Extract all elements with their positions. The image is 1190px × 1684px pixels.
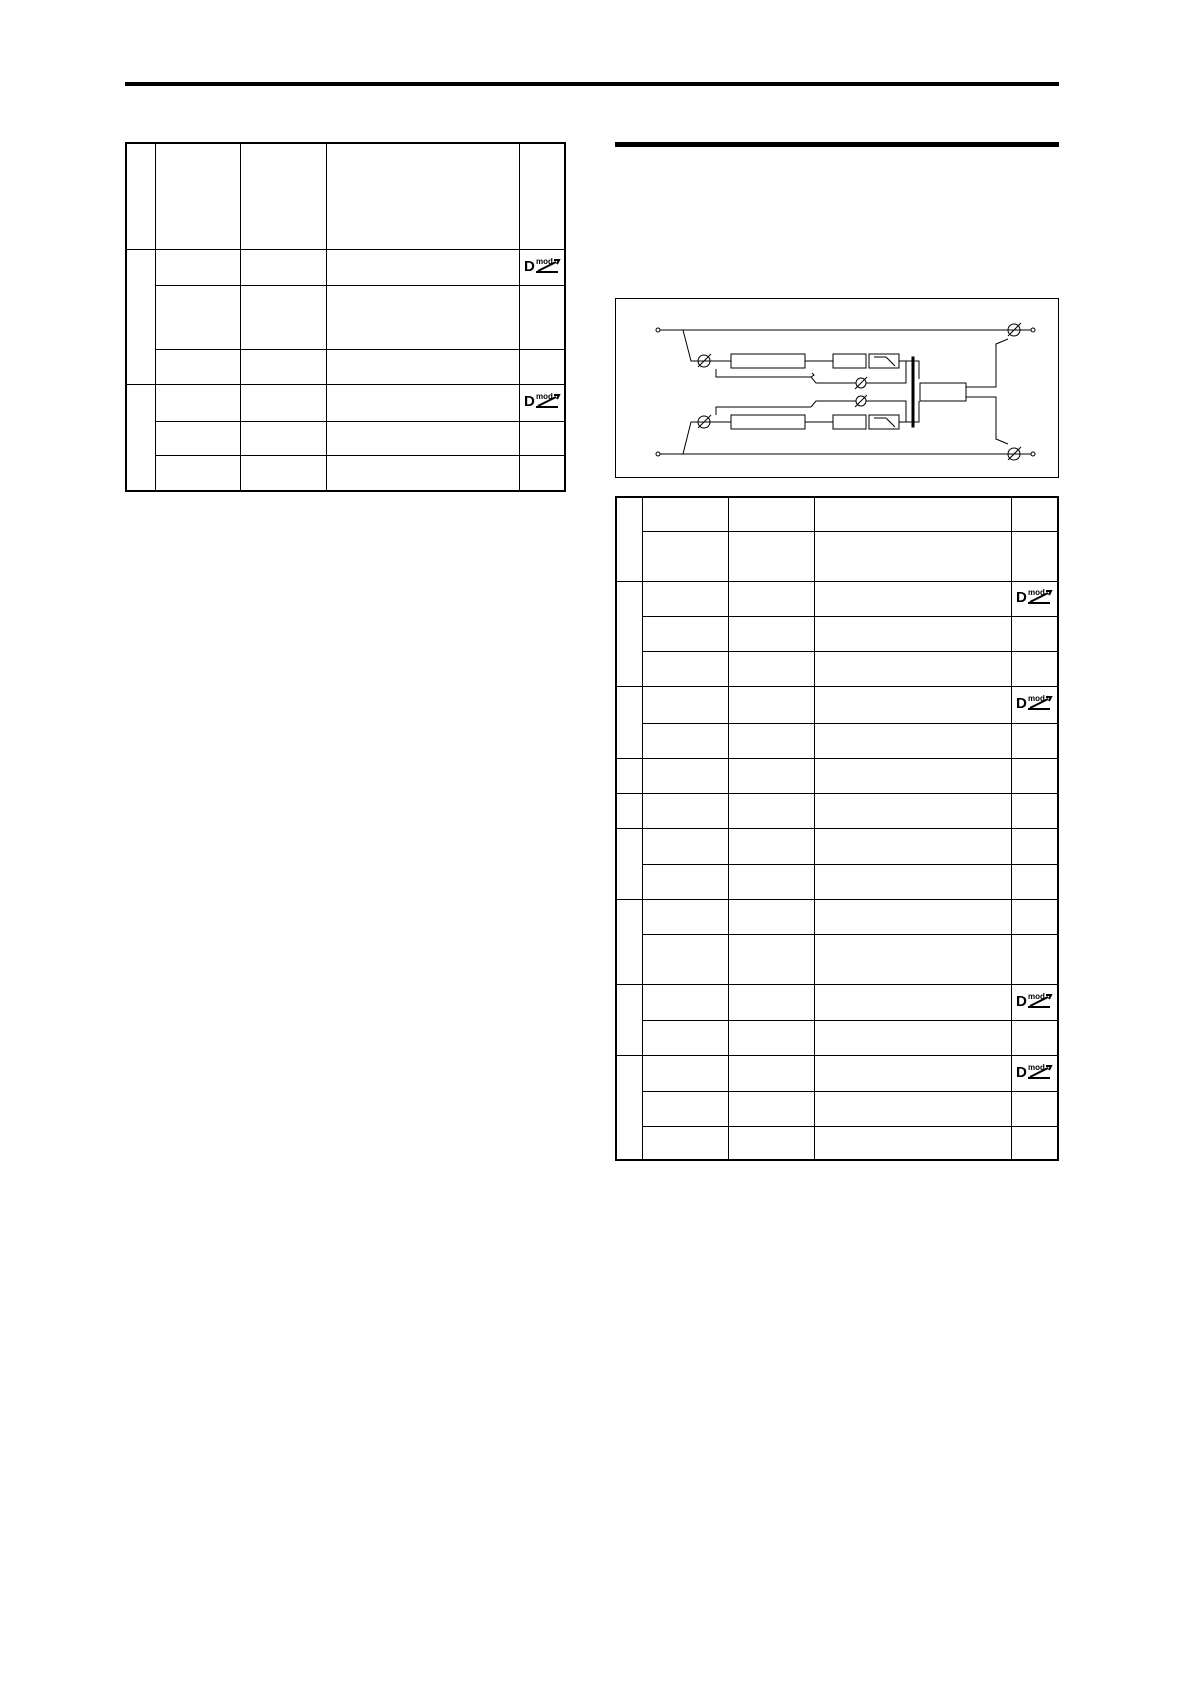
table-row: [616, 1126, 1058, 1160]
table-row: [616, 1055, 1058, 1091]
block-bottom-a: [833, 415, 866, 429]
group-cell: [616, 899, 642, 984]
table-row: [616, 934, 1058, 984]
table-cell: [642, 1020, 728, 1055]
table-cell: [240, 349, 326, 384]
table-cell: [519, 143, 565, 249]
table-row: [616, 899, 1058, 934]
table-cell: [1012, 934, 1058, 984]
table-row: [616, 984, 1058, 1020]
table-row: [126, 349, 565, 384]
table-cell: [155, 143, 240, 249]
table-cell: [729, 686, 815, 723]
delay-block-top: [731, 354, 805, 368]
top-rule: [125, 82, 1059, 86]
table-row: [616, 758, 1058, 793]
table-cell: [815, 934, 1012, 984]
table-cell: [642, 616, 728, 651]
svg-text:D: D: [523, 257, 535, 274]
d-mod-icon: [524, 256, 562, 274]
table-cell: [326, 421, 519, 455]
table-cell: [815, 1055, 1012, 1091]
table-cell: [729, 651, 815, 686]
svg-text:mod: mod: [1028, 694, 1046, 703]
table-cell: [326, 285, 519, 349]
table-row: [126, 143, 565, 249]
svg-text:D: D: [523, 393, 535, 409]
table-cell: [642, 723, 728, 758]
table-cell: [1012, 581, 1058, 616]
table-cell: [729, 793, 815, 828]
delay-block-bottom: [731, 415, 805, 429]
group-cell: [126, 249, 155, 384]
table-cell: [815, 616, 1012, 651]
d-mod-icon: [1016, 1062, 1054, 1080]
table-cell: [1012, 758, 1058, 793]
table-cell: [815, 984, 1012, 1020]
table-cell: [815, 793, 1012, 828]
svg-text:mod: mod: [1028, 588, 1046, 597]
table-cell: [729, 1020, 815, 1055]
table-row: [616, 864, 1058, 899]
table-cell: [729, 828, 815, 864]
table-cell: [1012, 1126, 1058, 1160]
section-rule: [615, 142, 1059, 147]
svg-text:D: D: [1016, 1063, 1028, 1080]
table-cell: [815, 651, 1012, 686]
table-row: [616, 1091, 1058, 1126]
table-row: [616, 581, 1058, 616]
input-node-top: [656, 328, 660, 332]
table-cell: [155, 349, 240, 384]
group-cell: [616, 828, 642, 899]
table-row: [616, 686, 1058, 723]
block-diagram: [615, 298, 1059, 478]
table-cell: [815, 1091, 1012, 1126]
table-cell: [729, 984, 815, 1020]
group-cell: [616, 984, 642, 1055]
table-cell: [519, 384, 565, 421]
table-cell: [729, 531, 815, 581]
table-cell: [326, 143, 519, 249]
table-cell: [240, 384, 326, 421]
table-cell: [1012, 793, 1058, 828]
table-cell: [1012, 723, 1058, 758]
table-cell: [642, 793, 728, 828]
table-cell: [155, 249, 240, 285]
svg-text:D: D: [1016, 589, 1028, 605]
table-cell: [155, 384, 240, 421]
table-cell: [642, 1091, 728, 1126]
table-cell: [240, 421, 326, 455]
table-cell: [729, 864, 815, 899]
table-cell: [519, 455, 565, 491]
table-cell: [1012, 497, 1058, 531]
table-cell: [1012, 1091, 1058, 1126]
table-cell: [729, 1055, 815, 1091]
group-cell: [616, 1055, 642, 1160]
table-row: [616, 828, 1058, 864]
table-cell: [642, 651, 728, 686]
table-row: [126, 249, 565, 285]
table-cell: [240, 285, 326, 349]
table-cell: [815, 686, 1012, 723]
parameter-table-left: [125, 142, 566, 492]
table-cell: [155, 285, 240, 349]
table-cell: [815, 723, 1012, 758]
table-cell: [519, 421, 565, 455]
signal-flow-diagram: [616, 299, 1058, 477]
table-cell: [815, 581, 1012, 616]
table-cell: [326, 349, 519, 384]
table-cell: [729, 497, 815, 531]
table-cell: [642, 758, 728, 793]
input-node-bottom: [656, 452, 660, 456]
table-row: [616, 723, 1058, 758]
table-row: [616, 497, 1058, 531]
table-cell: [1012, 1020, 1058, 1055]
table-row: [616, 651, 1058, 686]
table-cell: [815, 497, 1012, 531]
table-cell: [1012, 828, 1058, 864]
table-row: [616, 1020, 1058, 1055]
table-cell: [155, 455, 240, 491]
table-cell: [326, 455, 519, 491]
svg-text:mod: mod: [1028, 1062, 1046, 1072]
table-cell: [815, 531, 1012, 581]
svg-text:mod: mod: [1028, 991, 1046, 1001]
table-cell: [729, 934, 815, 984]
group-cell: [616, 686, 642, 758]
table-cell: [1012, 984, 1058, 1020]
table-row: [126, 285, 565, 349]
table-cell: [1012, 651, 1058, 686]
table-cell: [815, 1126, 1012, 1160]
table-row: [616, 616, 1058, 651]
svg-text:D: D: [1016, 695, 1028, 711]
table-cell: [642, 828, 728, 864]
table-cell: [729, 758, 815, 793]
d-mod-icon: [1016, 693, 1054, 711]
table-cell: [815, 1020, 1012, 1055]
table-row: [126, 421, 565, 455]
d-mod-icon: [524, 391, 562, 409]
table-cell: [642, 686, 728, 723]
table-row: [616, 531, 1058, 581]
d-mod-icon: [1016, 991, 1054, 1009]
table-cell: [729, 1091, 815, 1126]
svg-text:mod: mod: [535, 256, 553, 266]
table-cell: [642, 1126, 728, 1160]
table-cell: [519, 285, 565, 349]
svg-text:D: D: [1016, 992, 1028, 1009]
table-row: [126, 384, 565, 421]
table-cell: [642, 497, 728, 531]
table-row: [126, 455, 565, 491]
table-cell: [642, 984, 728, 1020]
table-cell: [729, 581, 815, 616]
table-cell: [1012, 686, 1058, 723]
output-node-top: [1031, 328, 1035, 332]
table-cell: [326, 384, 519, 421]
block-top-a: [833, 354, 866, 368]
table-cell: [1012, 531, 1058, 581]
svg-text:mod: mod: [535, 392, 553, 401]
table-cell: [1012, 899, 1058, 934]
table-cell: [729, 1126, 815, 1160]
group-cell: [616, 793, 642, 828]
table-cell: [642, 899, 728, 934]
group-cell: [616, 758, 642, 793]
group-cell: [616, 497, 642, 581]
d-mod-icon: [1016, 587, 1054, 605]
group-cell: [616, 581, 642, 686]
parameter-table-right: [615, 496, 1059, 1161]
output-node-bottom: [1031, 452, 1035, 456]
table-cell: [240, 249, 326, 285]
table-cell: [729, 899, 815, 934]
table-cell: [815, 899, 1012, 934]
mixer-block: [920, 383, 966, 401]
table-cell: [1012, 864, 1058, 899]
table-cell: [815, 864, 1012, 899]
group-cell: [126, 143, 155, 249]
table-cell: [240, 143, 326, 249]
table-cell: [155, 421, 240, 455]
table-cell: [815, 828, 1012, 864]
group-cell: [126, 384, 155, 491]
table-cell: [519, 349, 565, 384]
table-cell: [642, 864, 728, 899]
table-cell: [815, 758, 1012, 793]
table-row: [616, 793, 1058, 828]
table-cell: [642, 531, 728, 581]
table-cell: [642, 581, 728, 616]
table-cell: [240, 455, 326, 491]
table-cell: [729, 616, 815, 651]
table-cell: [326, 249, 519, 285]
table-cell: [642, 1055, 728, 1091]
table-cell: [1012, 616, 1058, 651]
table-cell: [1012, 1055, 1058, 1091]
table-cell: [642, 934, 728, 984]
table-cell: [519, 249, 565, 285]
table-cell: [729, 723, 815, 758]
